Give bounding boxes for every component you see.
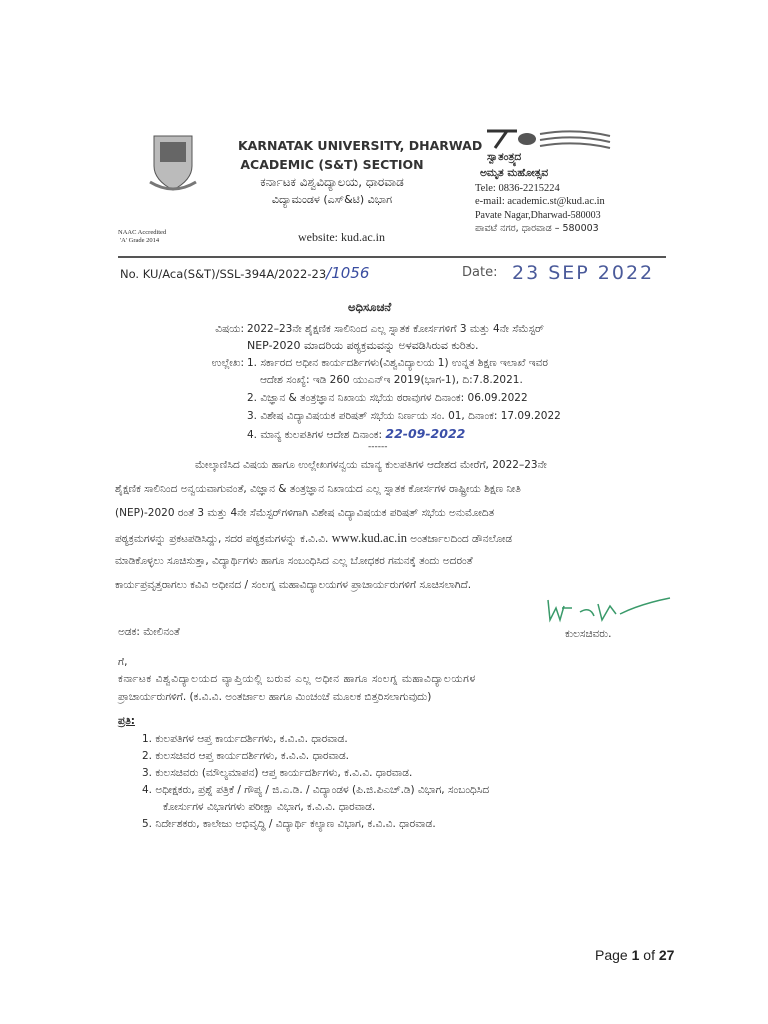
body-line-5: ಮಾಡಿಕೊಳ್ಳಲು ಸೂಚಿಸುತ್ತಾ, ವಿದ್ಯಾರ್ಥಿಗಳು ಹಾಗೂ ಸಂಬಂಧಿಸಿದ ಎಲ್ಲ ಬೋಧಕರ ಗಮನಕ್ಕೆ ತಂದು ಅದರಂತೆ [115,555,473,567]
subject-label: ವಿಷಯ: [215,323,244,335]
copy-item-5: 5. ನಿರ್ದೇಶಕರು, ಕಾಲೇಜು ಅಭಿವೃದ್ಧಿ / ವಿದ್ಯಾರ್ಥಿ ಕಲ್ಯಾಣ ವಿಭಾಗ, ಕ.ವಿ.ವಿ. ಧಾರವಾಡ. [142,818,436,830]
logo-75-text-2: ಅಮೃತ ಮಹೋತ್ಸವ [480,167,549,179]
university-emblem-logo [148,132,198,194]
body-line-4-tail: ಅಂತರ್ಜಾಲದಿಂದ ಡೌನಲೋಡ [410,533,513,545]
page-current: 1 [631,947,640,963]
reference-label: ಉಲ್ಲೇಖ: [211,357,244,369]
enclosure: ಅಡಕ: ಮೇಲಿನಂತೆ [118,626,180,638]
signatory: ಕುಲಸಚಿವರು. [565,628,612,640]
page-total: 27 [658,947,675,963]
separator: ------ [368,442,388,452]
notice-title: ಅಧಿಸೂಚನೆ [348,300,392,314]
address-kn: ಪಾವಟೆ ನಗರ, ಧಾರವಾಡ – 580003 [475,223,599,234]
to-line-2: ಪ್ರಾಚಾರ್ಯರುಗಳಿಗೆ. (ಕ.ವಿ.ವಿ. ಅಂತರ್ಜಾಲ ಹಾಗೂ ಮಿಂಚಂಚೆ ಮೂಲಕ ಬಿತ್ತರಿಸಲಾಗುವುದು) [118,691,432,703]
subject-line-1: 2022–23ನೇ ಶೈಕ್ಷಣಿಕ ಸಾಲಿನಿಂದ ಎಲ್ಲ ಸ್ನಾತಕ ಕೋರ್ಸಗಳಿಗೆ 3 ಮತ್ತು 4ನೇ ಸೆಮೆಸ್ಟರ್ [247,323,544,335]
website: website: kud.ac.in [298,230,385,244]
page-indicator [595,947,674,965]
naac-line-2: 'A' Grade 2014 [120,237,160,244]
university-name-kn: ಕರ್ನಾಟಕ ವಿಶ್ವವಿದ್ಯಾಲಯ, ಧಾರವಾಡ [260,175,404,189]
page-prefix: Page [595,947,628,963]
body-line-2: ಶೈಕ್ಷಣಿಕ ಸಾಲಿನಿಂದ ಅನ್ವಯವಾಗುವಂತೆ, ವಿಜ್ಞಾನ & ತಂತ್ರಜ್ಞಾನ ನಿಖಾಯದ ಎಲ್ಲ ಸ್ನಾತಕ ಕೋರ್ಸಗಳ ರಾಷ್ಟ್ರೀಯ ಶಿಕ್ಷಣ ನೀತಿ [115,483,521,495]
reference-number [120,265,369,283]
copy-item-4: 4. ಅಧೀಕ್ಷಕರು, ಪ್ರಶ್ನೆ ಪತ್ರಿಕೆ / ಗೌಪ್ಯ / ಜಿ.ಎ.ಡಿ. / ವಿದ್ಯಾಂಡಳ (ಪಿ.ಜಿ.ಪಿಎಚ್.ಡಿ) ವಿಭಾಗ, ಸಂಬಂಧಿಸಿದ [142,784,490,796]
date-stamp: 23 SEP 2022 [512,262,655,284]
handwritten-date: 22-09-2022 [385,426,466,441]
body-line-3: (NEP)-2020 ರಂತೆ 3 ಮತ್ತು 4ನೇ ಸೆಮೆಸ್ಟರ್‌ಗಳಿಗಾಗಿ ವಿಶೇಷ ವಿದ್ಯಾವಿಷಯಕ ಪರಿಷತ್ ಸಭೆಯ ಅನುಮೋದಿತ [115,507,495,519]
body-line-1: ಮೇಲ್ಕಾಣಿಸಿದ ವಿಷಯ ಹಾಗೂ ಉಲ್ಲೇಖಗಳನ್ವಯ ಮಾನ್ಯ ಕುಲಪತಿಗಳ ಆದೇಶದ ಮೇರೆಗೆ, 2022–23ನೇ [195,459,547,471]
reference-1-cont: ಆದೇಶ ಸಂಖ್ಯೆ: ಇಡಿ 260 ಯುಎನ್ಇ 2019(ಭಾಗ-1), ದಿ:7.8.2021. [260,374,523,386]
reference-2: 2. ವಿಜ್ಞಾನ & ತಂತ್ರಜ್ಞಾನ ನಿಖಾಯ ಸಭೆಯ ಠರಾವುಗಳ ದಿನಾಂಕ: 06.09.2022 [247,392,528,404]
header-divider [118,256,666,258]
reference-4-text: 4. ಮಾನ್ಯ ಕುಲಪತಿಗಳ ಆದೇಶ ದಿನಾಂಕ: [247,429,383,441]
copy-item-2: 2. ಕುಲಸಚಿವರ ಆಪ್ತ ಕಾರ್ಯದರ್ಶಿಗಳು, ಕ.ವಿ.ವಿ. ಧಾರವಾಡ. [142,750,350,762]
to-line-1: ಕರ್ನಾಟಕ ವಿಶ್ವವಿದ್ಯಾಲಯದ ವ್ಯಾಪ್ತಿಯಲ್ಲಿ ಬರುವ ಎಲ್ಲ ಅಧೀನ ಹಾಗೂ ಸಂಲಗ್ನ ಮಹಾವಿದ್ಯಾಲಯಗಳ [118,673,476,685]
azadi-amrit-mahotsav-logo [485,128,615,150]
reference-4 [247,427,465,442]
section-name-en: ACADEMIC (S&T) SECTION [240,157,424,172]
copy-item-3: 3. ಕುಲಸಚಿವರು (ಮೌಲ್ಯಮಾಪನ) ಆಪ್ತ ಕಾರ್ಯದರ್ಶಿಗಳು, ಕ.ವಿ.ವಿ. ಧಾರವಾಡ. [142,767,413,779]
section-name-kn: ವಿದ್ಯಾಮಂಡಳ (ಎಸ್&ಟಿ) ವಿಭಾಗ [271,193,393,206]
reference-1: 1. ಸರ್ಕಾರದ ಅಧೀನ ಕಾರ್ಯದರ್ಶಿಗಳು(ವಿಶ್ವವಿದ್ಯಾಲಯ 1) ಉನ್ನತ ಶಿಕ್ಷಣ ಇಲಾಖೆ ಇವರ [247,357,548,369]
naac-line-1: NAAC Accredited [118,229,167,236]
website-link[interactable]: www.kud.ac.in [331,531,407,545]
copy-item-1: 1. ಕುಲಪತಿಗಳ ಆಪ್ತ ಕಾರ್ಯದರ್ಶಿಗಳು, ಕ.ವಿ.ವಿ. ಧಾರವಾಡ. [142,733,348,745]
copy-label: ಪ್ರತಿ: [118,715,135,727]
body-line-4-text: ಪಠ್ಯಕ್ರಮಗಳನ್ನು ಪ್ರಕಟಪಡಿಸಿದ್ದು, ಸದರ ಪಠ್ಯಕ್ರಮಗಳನ್ನು ಕ.ವಿ.ವಿ. [115,533,329,545]
body-line-6: ಕಾರ್ಯಪ್ರವೃತ್ತರಾಗಲು ಕವಿವಿ ಅಧೀನದ / ಸಂಲಗ್ನ ಮಹಾವಿದ್ಯಾಲಯಗಳ ಪ್ರಾಚಾರ್ಯರುಗಳಿಗೆ ಸೂಚಿಸಲಾಗಿದೆ. [115,579,472,591]
telephone: Tele: 0836-2215224 [475,183,560,194]
handwritten-number: /1056 [326,264,370,282]
reference-number-text: No. KU/Aca(S&T)/SSL-394A/2022-23 [120,267,327,281]
address-en: Pavate Nagar,Dharwad-580003 [475,210,601,221]
university-name-en: KARNATAK UNIVERSITY, DHARWAD [238,138,483,153]
signature [540,596,675,626]
email: e-mail: academic.st@kud.ac.in [475,196,605,207]
date-label: Date: [462,265,498,280]
page-of: of [643,947,655,963]
to-label: ಗೆ, [118,656,128,668]
copy-item-4-cont: ಕೋರ್ಸುಗಳ ವಿಭಾಗಗಳು ಪರೀಕ್ಷಾ ವಿಭಾಗ, ಕ.ವಿ.ವಿ. ಧಾರವಾಡ. [163,801,376,813]
body-line-4 [115,530,512,547]
subject-line-2: NEP-2020 ಮಾದರಿಯ ಪಠ್ಯಕ್ರಮವನ್ನು ಅಳವಡಿಸಿರುವ ಕುರಿತು. [247,339,479,352]
logo-75-text-1: ಸ್ವಾತಂತ್ರ್ಯದ [487,151,522,163]
reference-3: 3. ವಿಶೇಷ ವಿದ್ಯಾವಿಷಯಕ ಪರಿಷತ್ ಸಭೆಯ ನಿರ್ಣಯ ಸಂ. 01, ದಿನಾಂಕ: 17.09.2022 [247,410,561,422]
